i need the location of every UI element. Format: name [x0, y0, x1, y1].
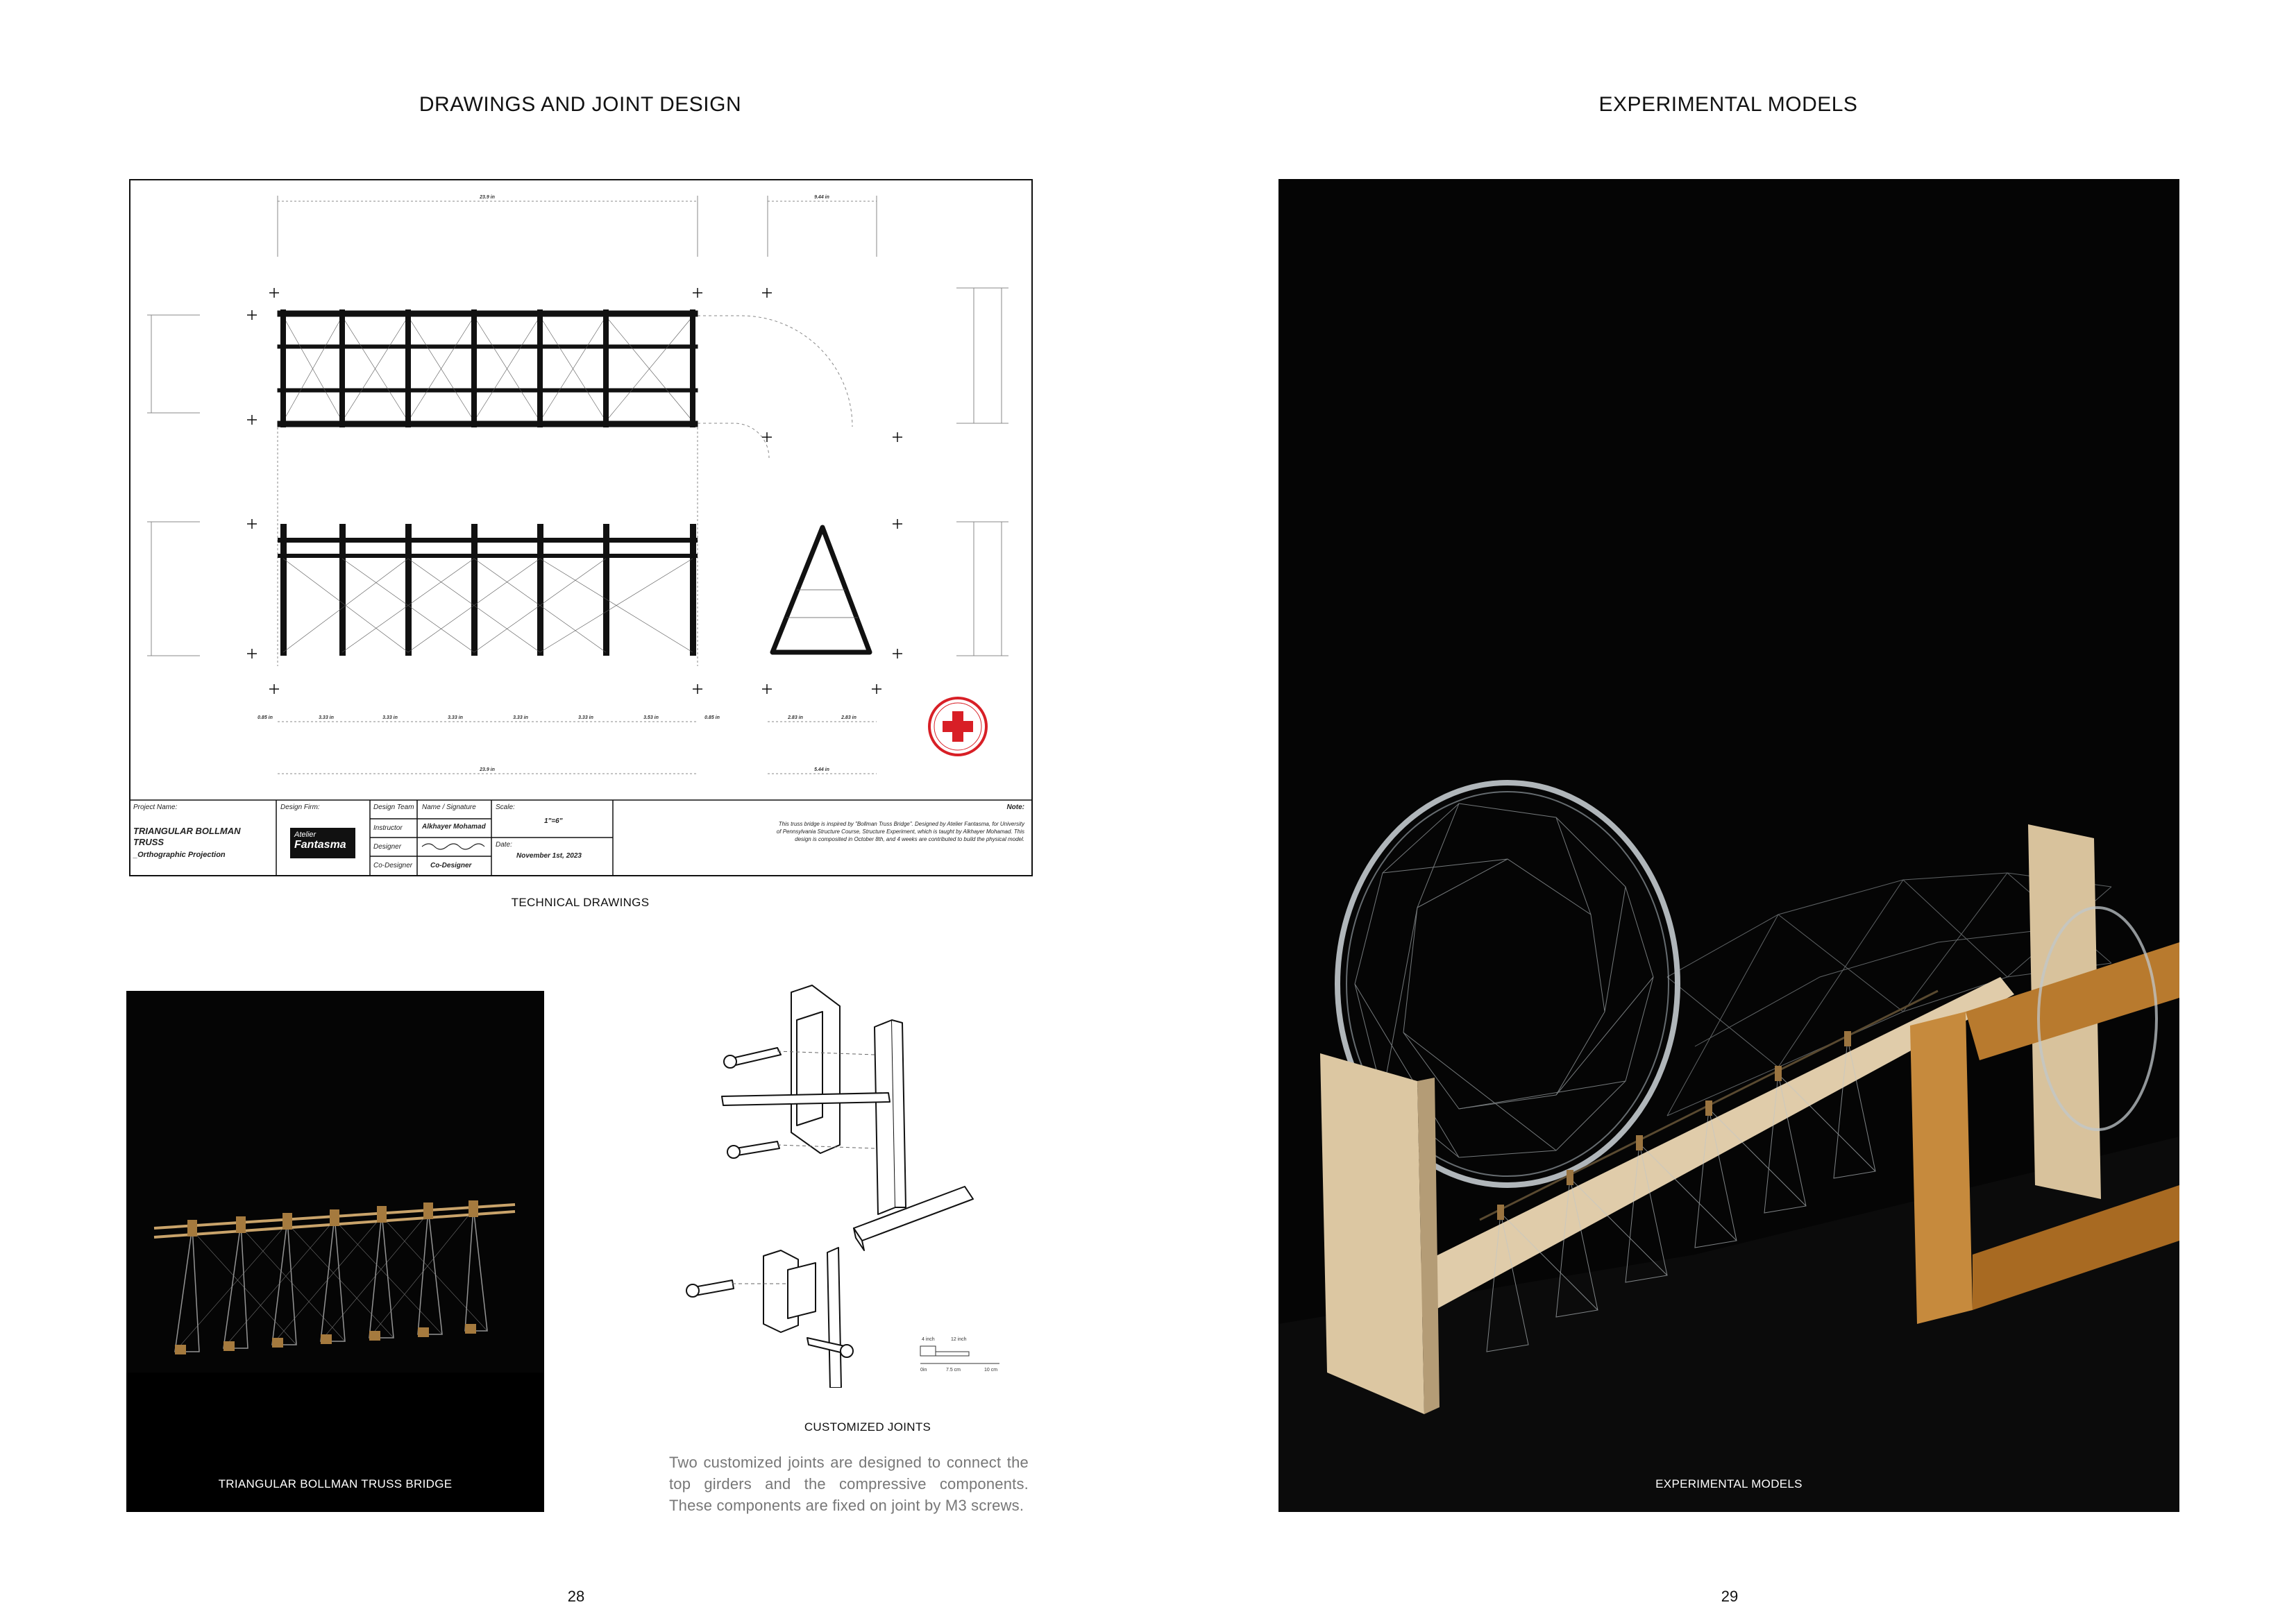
dim-b5: 3.33 in — [578, 715, 593, 720]
technical-drawings-caption: TECHNICAL DRAWINGS — [511, 896, 650, 909]
joints-description: Two customized joints are designed to connect the top girders and the compressive components. These components are fixed on joint by M3 screws. — [669, 1454, 1029, 1514]
firm-line1: Atelier — [294, 831, 316, 839]
dim-b3: 3.33 in — [448, 715, 463, 720]
design-firm-label: Design Firm: — [280, 804, 320, 811]
left-page-heading: DRAWINGS AND JOINT DESIGN — [419, 93, 742, 116]
experimental-models-caption: EXPERIMENTAL MODELS — [1655, 1477, 1803, 1490]
date-value: November 1st, 2023 — [516, 852, 582, 860]
scale-label-3: 7.5 cm — [946, 1368, 961, 1373]
instructor-label: Instructor — [373, 824, 403, 832]
co-designer-name: Co-Designer — [430, 862, 472, 869]
note-label: Note: — [1006, 804, 1024, 811]
scale-label-1: 12 inch — [951, 1337, 967, 1342]
scale-value: 1"=6" — [544, 817, 563, 825]
experimental-models-photo — [1278, 179, 2179, 1512]
project-name-label: Project Name: — [133, 804, 178, 811]
experimental-models-illustration — [1278, 179, 2179, 1512]
dim-b8: 2.83 in — [788, 715, 803, 720]
atelier-fantasma-logo — [290, 828, 355, 858]
designer-signature — [422, 844, 484, 849]
note-text: This truss bridge is inspired by "Bollman Truss Bridge". Designed by Atelier Fantasma, for University of Pennsylvania Structure Course, Structure Experiment, which is taught by Alkhayer Mohamad. This design is composited in October 8th, and 4 weeks are contributed to build the physical model. — [776, 821, 1024, 842]
dim-top-right: 9.44 in — [814, 195, 829, 200]
customized-joints-caption: CUSTOMIZED JOINTS — [804, 1420, 931, 1434]
dim-top-left: 23.9 in — [480, 195, 495, 200]
dim-total-left: 23.9 in — [480, 767, 495, 772]
name-signature-label: Name / Signature — [422, 804, 476, 811]
dim-b4: 3.33 in — [513, 715, 528, 720]
scale-label-0: 4 inch — [922, 1337, 935, 1342]
scale-label-4: 10 cm — [984, 1368, 998, 1373]
technical-drawing-sheet — [129, 179, 1033, 876]
firm-line2: Fantasma — [294, 839, 346, 851]
project-subtitle: _Orthographic Projection — [133, 851, 226, 859]
co-designer-label: Co-Designer — [373, 862, 413, 869]
design-team-label: Design Team — [373, 804, 414, 811]
orthographic-drawing — [130, 180, 1031, 875]
dim-b0: 0.85 in — [258, 715, 273, 720]
joint-exploded-diagram — [666, 978, 1027, 1388]
page-number-left: 28 — [567, 1588, 585, 1605]
dim-total-right: 5.44 in — [814, 767, 829, 772]
dim-b6: 3.53 in — [643, 715, 659, 720]
red-cross-logo-icon — [929, 698, 986, 755]
bridge-photo — [126, 991, 544, 1512]
scale-label: Scale: — [496, 804, 515, 811]
customized-joints-drawing — [666, 978, 1027, 1388]
dim-b2: 3.33 in — [382, 715, 398, 720]
designer-label: Designer — [373, 843, 402, 851]
bridge-photo-caption: TRIANGULAR BOLLMAN TRUSS BRIDGE — [218, 1477, 453, 1490]
date-label: Date: — [496, 841, 512, 849]
project-name: TRIANGULAR BOLLMAN TRUSS — [133, 826, 241, 847]
bridge-photo-illustration — [126, 991, 544, 1512]
scale-label-2: 0in — [920, 1368, 927, 1373]
dim-b7: 0.85 in — [704, 715, 720, 720]
dim-b9: 2.83 in — [841, 715, 856, 720]
instructor-name: Alkhayer Mohamad — [422, 823, 486, 831]
dim-b1: 3.33 in — [319, 715, 334, 720]
page-number-right: 29 — [1721, 1588, 1739, 1605]
right-page-heading: EXPERIMENTAL MODELS — [1598, 93, 1858, 116]
